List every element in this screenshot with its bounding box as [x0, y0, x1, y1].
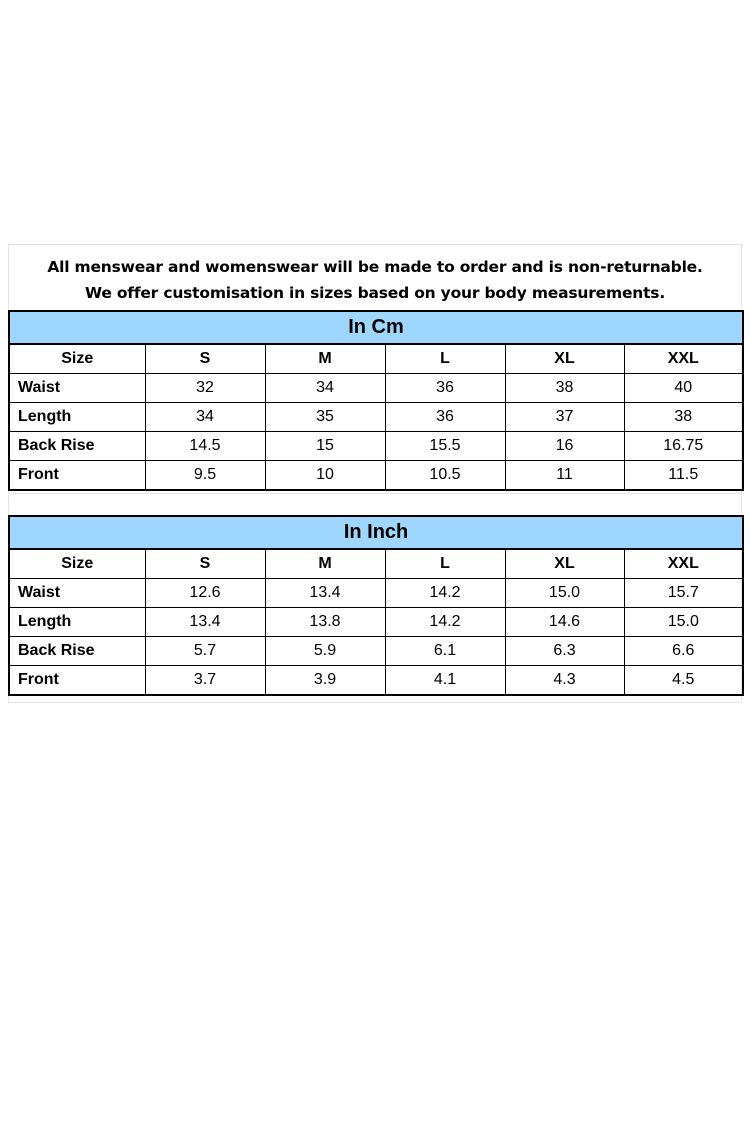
row-label-length: Length	[9, 403, 145, 432]
table-cell: 11.5	[624, 461, 743, 491]
table-cell: 16.75	[624, 432, 743, 461]
table-title-cm: In Cm	[9, 311, 743, 344]
table-row	[9, 432, 743, 461]
table-cell: 4.3	[505, 666, 624, 696]
table-cell: 13.4	[265, 579, 385, 608]
table-title-inch: In Inch	[9, 516, 743, 549]
table-cell: 38	[505, 374, 624, 403]
table-cell: 6.3	[505, 637, 624, 666]
table-cell: 36	[385, 403, 505, 432]
size-header-xl: XL	[505, 344, 624, 374]
table-row	[9, 637, 743, 666]
size-header-l: L	[385, 549, 505, 579]
table-cell: 15.0	[505, 579, 624, 608]
table-cell: 15.5	[385, 432, 505, 461]
size-header-l: L	[385, 344, 505, 374]
row-label-front: Front	[9, 666, 145, 696]
table-cell: 10.5	[385, 461, 505, 491]
table-cell: 32	[145, 374, 265, 403]
table-cell: 14.5	[145, 432, 265, 461]
size-header-label: Size	[9, 549, 145, 579]
table-cell: 34	[265, 374, 385, 403]
table-cell: 13.4	[145, 608, 265, 637]
table-cell: 35	[265, 403, 385, 432]
table-cell: 3.9	[265, 666, 385, 696]
notice-line-2: We offer customisation in sizes based on your body measurements.	[84, 284, 666, 302]
table-cell: 40	[624, 374, 743, 403]
table-row	[9, 608, 743, 637]
table-cell: 14.2	[385, 579, 505, 608]
row-label-waist: Waist	[9, 579, 145, 608]
size-header-label: Size	[9, 344, 145, 374]
table-header-row	[9, 549, 743, 579]
table-cell: 3.7	[145, 666, 265, 696]
gridline	[8, 702, 742, 703]
table-cell: 15.0	[624, 608, 743, 637]
table-cell: 12.6	[145, 579, 265, 608]
table-cell: 16	[505, 432, 624, 461]
size-header-xl: XL	[505, 549, 624, 579]
table-cell: 38	[624, 403, 743, 432]
size-chart-inch	[8, 515, 744, 696]
table-cell: 14.2	[385, 608, 505, 637]
notice-line-1: All menswear and womenswear will be made to order and is non-returnable.	[47, 258, 703, 276]
size-header-m: M	[265, 344, 385, 374]
size-header-m: M	[265, 549, 385, 579]
table-cell: 11	[505, 461, 624, 491]
table-row	[9, 461, 743, 491]
table-row	[9, 403, 743, 432]
table-cell: 5.9	[265, 637, 385, 666]
order-notice	[8, 254, 742, 306]
gridline	[8, 493, 742, 494]
row-label-length: Length	[9, 608, 145, 637]
table-cell: 4.5	[624, 666, 743, 696]
table-header-row	[9, 344, 743, 374]
size-header-s: S	[145, 549, 265, 579]
table-cell: 10	[265, 461, 385, 491]
table-cell: 6.6	[624, 637, 743, 666]
table-cell: 36	[385, 374, 505, 403]
row-label-front: Front	[9, 461, 145, 491]
size-header-xxl: XXL	[624, 344, 743, 374]
table-cell: 15	[265, 432, 385, 461]
table-row	[9, 579, 743, 608]
table-cell: 6.1	[385, 637, 505, 666]
table-cell: 4.1	[385, 666, 505, 696]
table-cell: 9.5	[145, 461, 265, 491]
row-label-back-rise: Back Rise	[9, 637, 145, 666]
table-cell: 15.7	[624, 579, 743, 608]
table-row	[9, 666, 743, 696]
table-cell: 37	[505, 403, 624, 432]
table-cell: 13.8	[265, 608, 385, 637]
table-cell: 34	[145, 403, 265, 432]
size-header-xxl: XXL	[624, 549, 743, 579]
size-header-s: S	[145, 344, 265, 374]
row-label-waist: Waist	[9, 374, 145, 403]
row-label-back-rise: Back Rise	[9, 432, 145, 461]
table-row	[9, 374, 743, 403]
size-chart-cm	[8, 310, 744, 491]
table-cell: 14.6	[505, 608, 624, 637]
table-cell: 5.7	[145, 637, 265, 666]
